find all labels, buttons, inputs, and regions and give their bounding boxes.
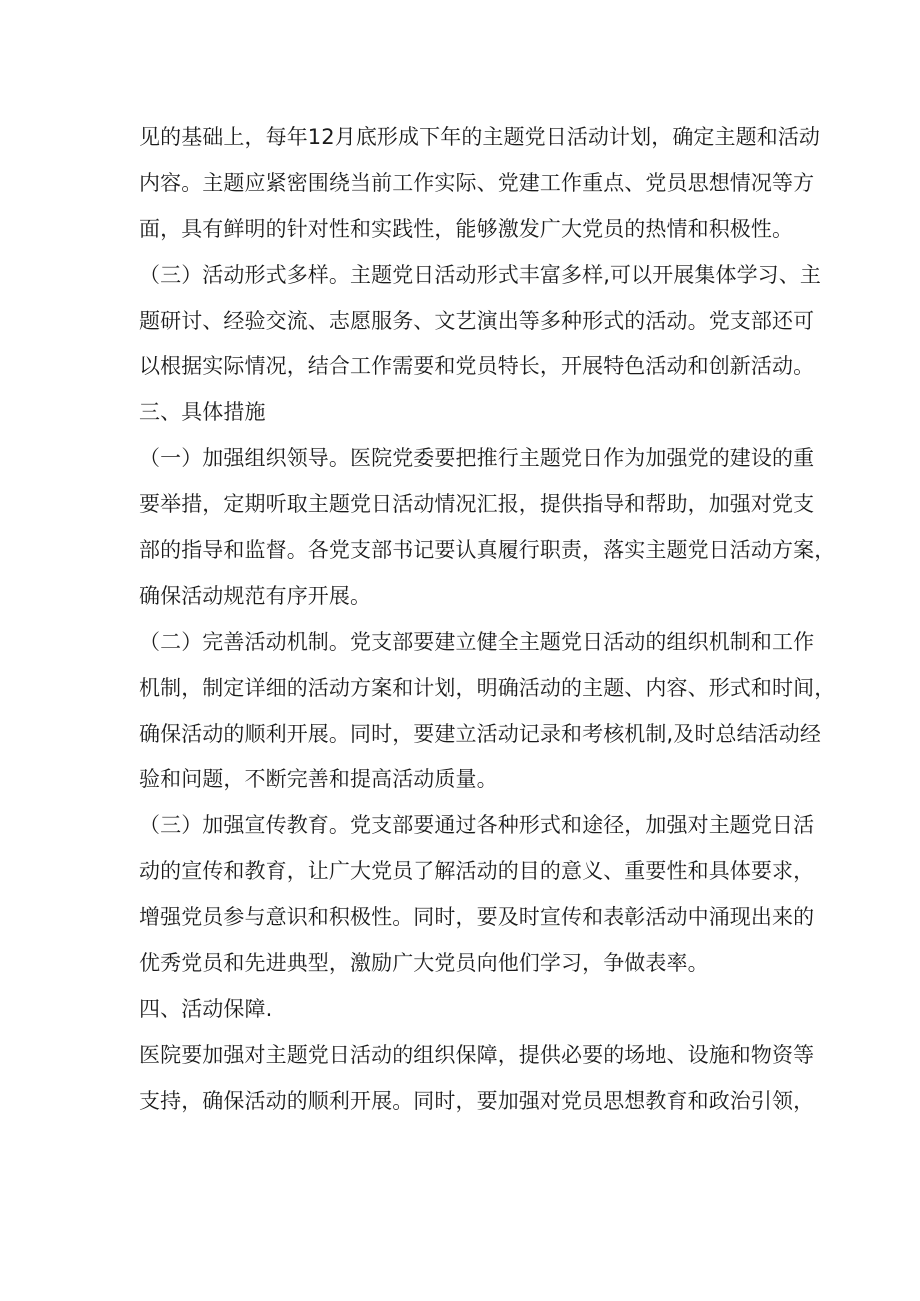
text-line: 优秀党员和先进典型，激励广大党员向他们学习，争做表率。 <box>139 951 709 976</box>
text-line: 确保活动规范有序开展。 <box>139 583 372 608</box>
text-line: 内容。主题应紧密围绕当前工作实际、党建工作重点、党员思想情况等方 <box>139 170 815 195</box>
text-line: 动的宣传和教育，让广大党员了解活动的目的意义、重要性和具体要求， <box>139 859 815 884</box>
text-line: 增强党员参与意识和积极性。同时，要及时宣传和表彰活动中涌现出来的 <box>139 905 815 930</box>
text-line: 医院要加强对主题党日活动的组织保障，提供必要的场地、设施和物资等 <box>139 1042 815 1067</box>
text-line: （三）加强宣传教育。党支部要通过各种形式和途径，加强对主题党日活 <box>139 813 815 838</box>
text-line: 以根据实际情况，结合工作需要和党员特长，开展特色活动和创新活动。 <box>139 354 815 379</box>
text-line: 要举措，定期听取主题党日活动情况汇报，提供指导和帮助，加强对党支 <box>139 492 815 517</box>
text-line: 验和问题，不断完善和提高活动质量。 <box>139 767 498 792</box>
text-line: 部的指导和监督。各党支部书记要认真履行职责，落实主题党日活动方案， <box>139 538 836 563</box>
text-line: 题研讨、经验交流、志愿服务、文艺演出等多种形式的活动。党支部还可 <box>139 308 815 333</box>
text-line: （一）加强组织领导。医院党委要把推行主题党日作为加强党的建设的重 <box>139 446 815 471</box>
text-line: 面，具有鲜明的针对性和实践性，能够激发广大党员的热情和积极性。 <box>139 216 794 241</box>
text-line: （二）完善活动机制。党支部要建立健全主题党日活动的组织机制和工作 <box>139 629 815 654</box>
text-line: 见的基础上，每年12月底形成下年的主题党日活动计划，确定主题和活动 <box>139 125 821 149</box>
text-line: （三）活动形式多样。主题党日活动形式丰富多样,可以开展集体学习、主 <box>139 262 821 287</box>
document-body <box>139 115 836 1125</box>
text-line: 支持，确保活动的顺利开展。同时，要加强对党员思想教育和政治引领， <box>139 1088 815 1113</box>
text-line: 三、具体措施 <box>139 400 266 425</box>
text-line: 四、活动保障. <box>139 996 273 1021</box>
text-line: 确保活动的顺利开展。同时，要建立活动记录和考核机制,及时总结活动经 <box>139 721 821 746</box>
text-line: 机制，制定详细的活动方案和计划，明确活动的主题、内容、形式和时间， <box>139 675 836 700</box>
